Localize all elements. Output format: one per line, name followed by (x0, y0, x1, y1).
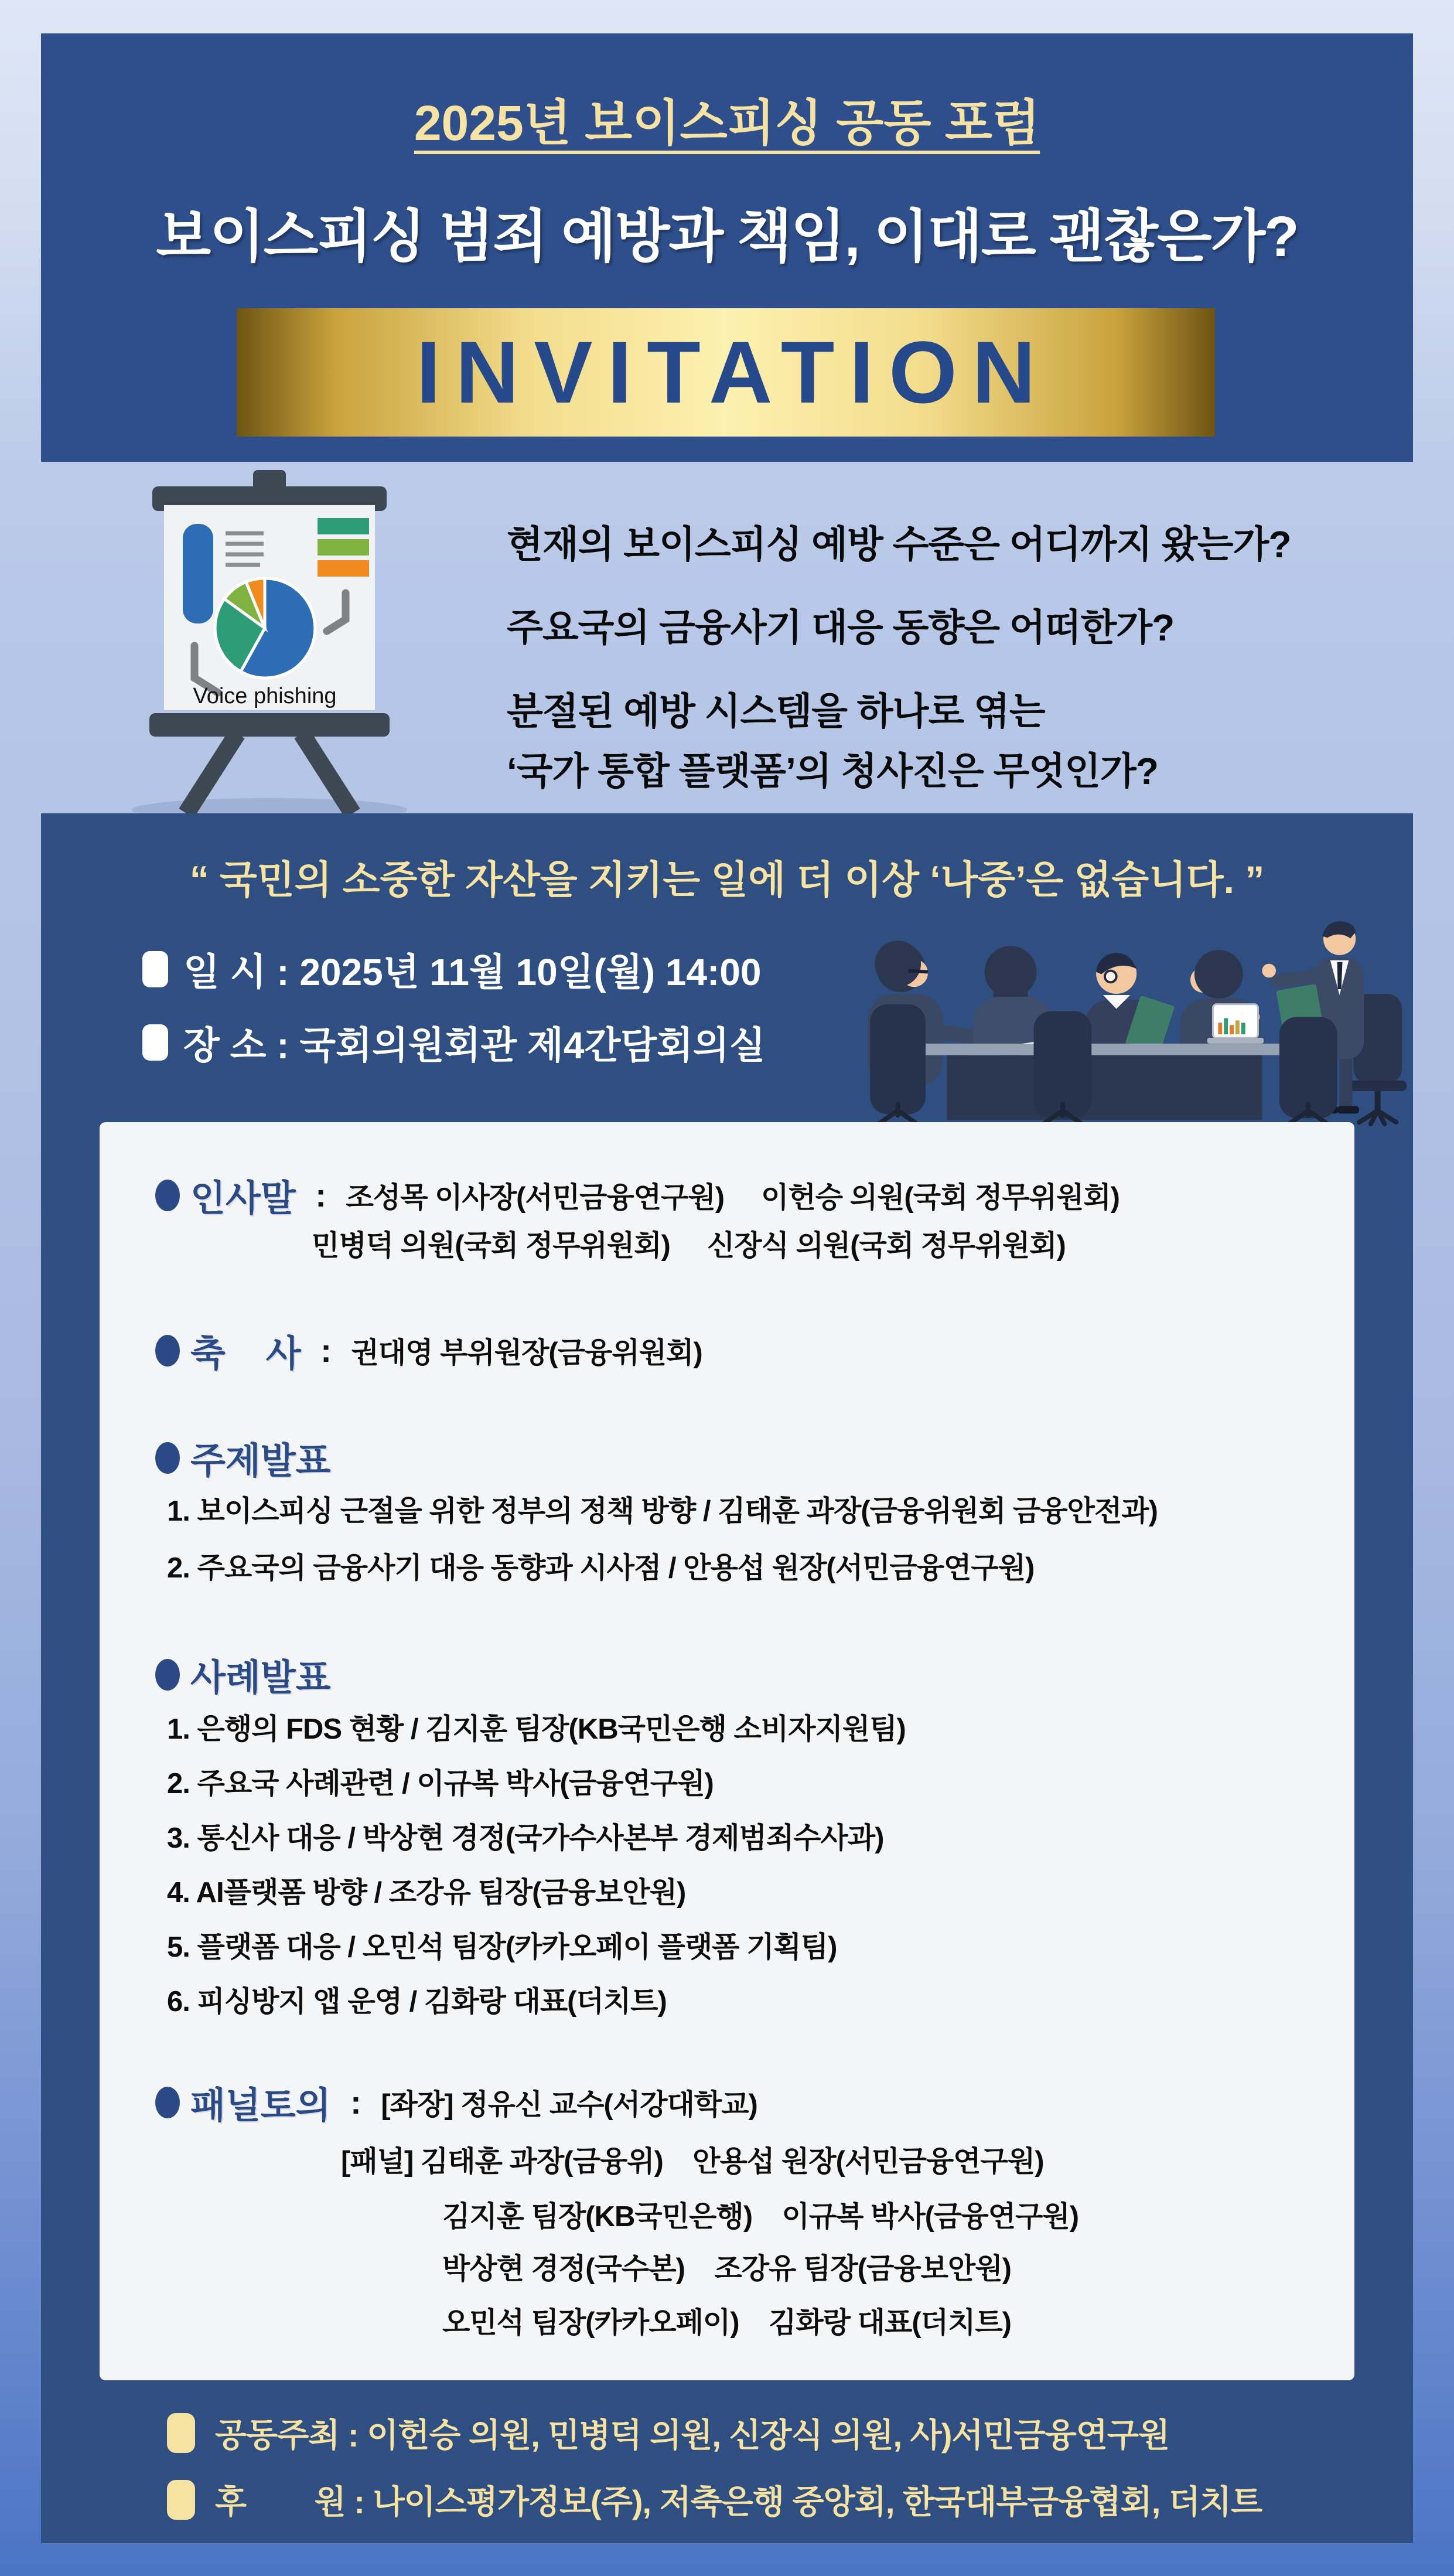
easel-illustration (111, 470, 428, 822)
datetime-value: 2025년 11월 10일(월) 14:00 (299, 951, 762, 993)
greeting-line: 민병덕 의원(국회 정무위원회) 신장식 의원(국회 정무위원회) (312, 1230, 1066, 1262)
white-pill-bullet-icon (142, 951, 168, 987)
host-names: 이헌승 의원, 민병덕 의원, 신장식 의원, 사)서민금융연구원 (367, 2417, 1170, 2454)
forum-badge: 2025년 보이스피싱 공동 포럼 (414, 96, 1040, 151)
intro-question-1: 현재의 보이스피싱 예방 수준은 어디까지 왔는가? (507, 523, 1291, 565)
venue-label: 장 소 (183, 1024, 267, 1066)
cases-label: 사례발표 (190, 1658, 331, 1698)
topics-label: 주제발표 (190, 1441, 331, 1481)
datetime-label: 일 시 (183, 951, 267, 993)
panel-colon: : (341, 2084, 371, 2121)
greeting-line: 조성목 이사장(서민금융연구원) 이헌승 의원(국회 정무위원회) (346, 1181, 1119, 1214)
host-colon: : (339, 2417, 367, 2454)
table-body (947, 1055, 1262, 1120)
table-top (915, 1044, 1291, 1055)
header-panel (41, 33, 1413, 462)
invitation-banner (237, 308, 1215, 437)
panel-line: 박상현 경정(국수본) 조강유 팀장(금융보안원) (442, 2253, 1011, 2285)
bullet-circle-icon (155, 1659, 180, 1691)
sponsor-colon: : (345, 2483, 373, 2520)
congrats-label: 축 사 (190, 1334, 301, 1374)
panel-line: 오민석 팀장(카카오페이) 김화랑 대표(더치트) (442, 2307, 1011, 2339)
glasses-icon (1105, 971, 1117, 983)
bullet-circle-icon (155, 2087, 180, 2118)
bullet-circle-icon (155, 1335, 180, 1367)
venue-colon: : (266, 1024, 300, 1066)
easel-bottom-bar (149, 713, 390, 737)
datetime-colon: : (266, 951, 300, 993)
case-item: 1. 은행의 FDS 현황 / 김지훈 팀장(KB국민은행 소비자지원팀) (167, 1713, 906, 1745)
panel-line: [패널] 김태훈 과장(금융위) 안용섭 원장(서민금융연구원) (341, 2146, 1044, 2178)
board-bar-teal (318, 518, 369, 534)
topics-header (155, 1432, 331, 1484)
board-bar-orange (318, 560, 369, 577)
venue-row (142, 1016, 766, 1069)
panel-label: 패널토의 (190, 2086, 331, 2126)
sponsor-label: 후 원 (215, 2483, 346, 2520)
case-item: 4. AI플랫폼 방향 / 조강유 팀장(금융보안원) (167, 1877, 686, 1909)
sponsor-names: 나이스평가정보(주), 저축은행 중앙회, 한국대부금융협회, 더치트 (373, 2483, 1262, 2520)
panel-chair-line: [좌장] 정유신 교수(서강대학교) (381, 2088, 757, 2121)
congrats-colon: : (311, 1332, 341, 1369)
congrats-row (155, 1324, 702, 1376)
board-caption: Voice phishing (193, 684, 337, 708)
host-row (167, 2410, 1169, 2456)
pie-chart-icon (215, 578, 315, 678)
datetime-row (142, 942, 761, 996)
case-item: 2. 주요국 사례관련 / 이규복 박사(금융연구원) (167, 1768, 714, 1800)
host-label: 공동주최 (215, 2417, 340, 2454)
cases-header (155, 1648, 331, 1701)
gold-pill-bullet-icon (167, 2480, 195, 2520)
bullet-circle-icon (155, 1442, 180, 1474)
invitation-label: INVITATION (416, 323, 1051, 421)
case-item: 6. 피싱방지 앱 운영 / 김화랑 대표(더치트) (167, 1986, 667, 2018)
white-pill-bullet-icon (142, 1024, 168, 1061)
board-bar-green (318, 539, 369, 556)
greeting-colon: : (306, 1177, 336, 1214)
greeting-label: 인사말 (190, 1178, 296, 1219)
meeting-illustration (835, 907, 1412, 1127)
intro-question-2: 주요국의 금융사기 대응 동향은 어떠한가? (507, 606, 1175, 649)
sponsor-row (167, 2476, 1262, 2523)
intro-question-4: ‘국가 통합 플랫폼’의 청사진은 무엇인가? (507, 750, 1158, 792)
panel-line: 김지훈 팀장(KB국민은행) 이규복 박사(금융연구원) (442, 2201, 1079, 2233)
quote-text: “ 국민의 소중한 자산을 지키는 일에 더 이상 ‘나중’은 없습니다. ” (189, 858, 1265, 901)
gold-pill-bullet-icon (167, 2413, 195, 2453)
venue-value: 국회의원회관 제4간담회의실 (299, 1024, 766, 1066)
topic-item: 2. 주요국의 금융사기 대응 동향과 시사점 / 안용섭 원장(서민금융연구원) (167, 1552, 1035, 1584)
greeting-row (155, 1169, 1119, 1221)
case-item: 3. 통신사 대응 / 박상현 경정(국가수사본부 경제범죄수사과) (167, 1822, 884, 1854)
case-item: 5. 플랫폼 대응 / 오민석 팀장(카카오페이 플랫폼 기획팀) (167, 1931, 837, 1963)
laptop-chart-icon (1207, 1004, 1264, 1044)
panel-header (155, 2076, 757, 2128)
intro-question-3: 분절된 예방 시스템을 하나로 엮는 (507, 690, 1045, 732)
page-title: 보이스피싱 범죄 예방과 책임, 이대로 괜찮은가? (156, 205, 1298, 268)
board-blue-pill (183, 524, 213, 623)
glasses-icon (908, 971, 928, 972)
congrats-text: 권대영 부위원장(금융위원회) (351, 1337, 702, 1369)
topic-item: 1. 보이스피싱 근절을 위한 정부의 정책 방향 / 김태훈 과장(금융위원회 금융안전과) (167, 1495, 1158, 1527)
program-card (100, 1122, 1354, 2380)
bullet-circle-icon (155, 1180, 180, 1211)
